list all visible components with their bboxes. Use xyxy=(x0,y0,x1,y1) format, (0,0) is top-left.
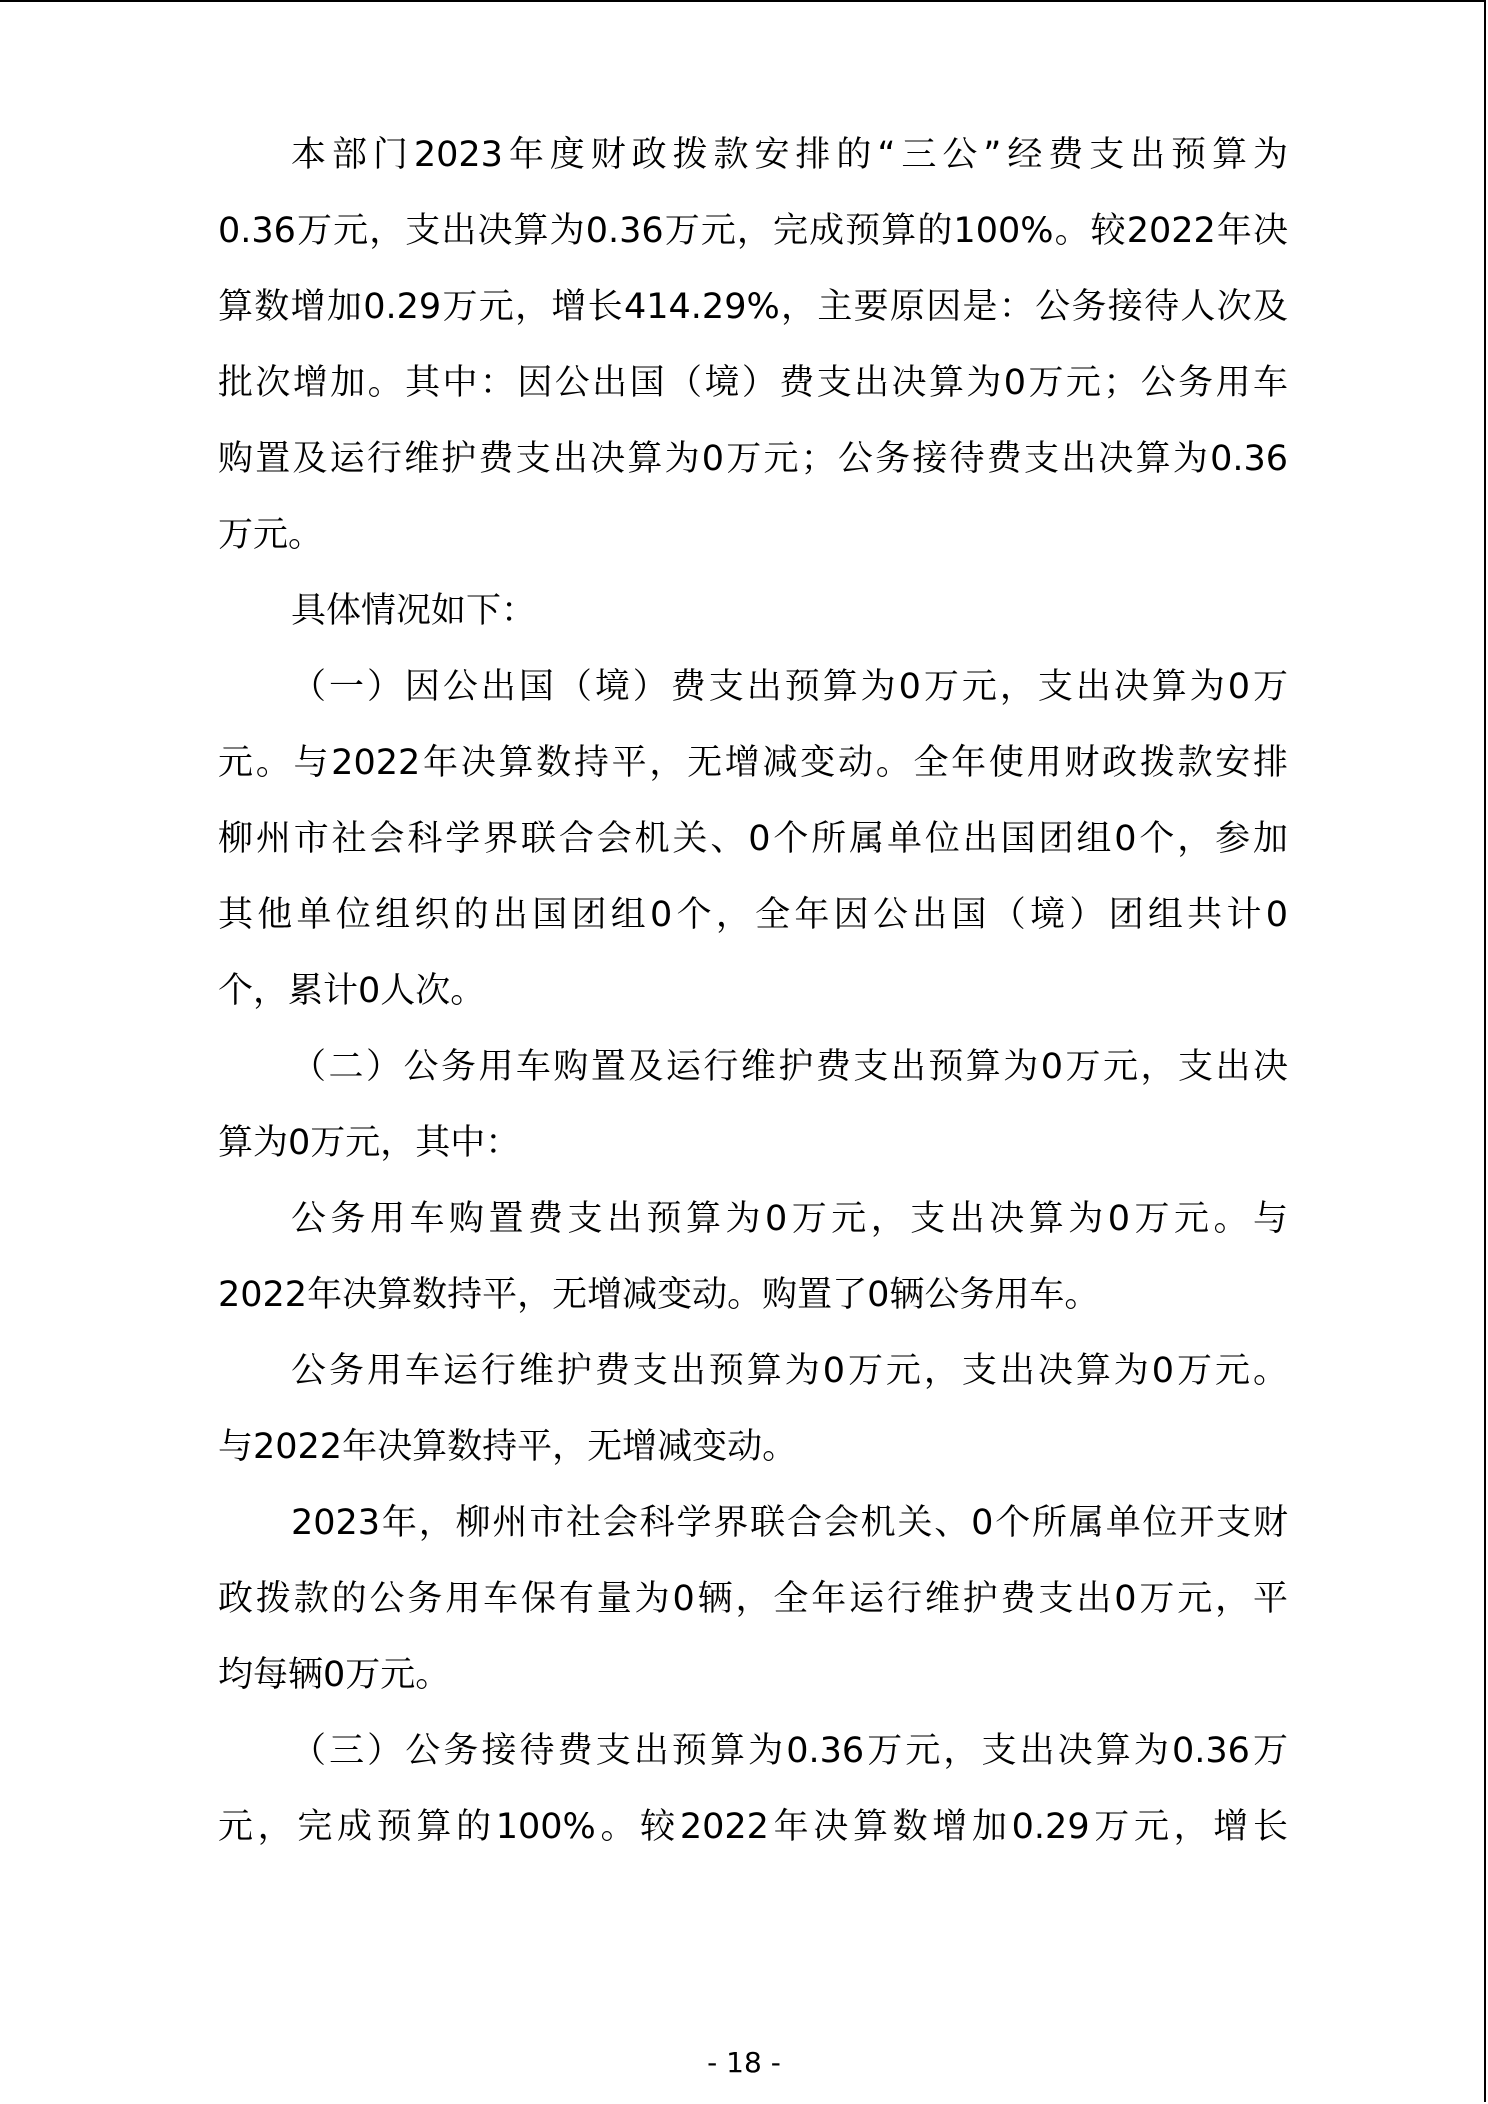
paragraph-line: 购置及运行维护费支出决算为0万元；公务接待费支出决算为0.36 xyxy=(218,439,1288,479)
paragraph-line: 元，完成预算的100%。较2022年决算数增加0.29万元，增长 xyxy=(218,1807,1288,1847)
paragraph-line: 2023年，柳州市社会科学界联合会机关、0个所属单位开支财 xyxy=(291,1503,1288,1543)
paragraph-line: 均每辆0万元。 xyxy=(218,1655,451,1695)
paragraph-line: 公务用车购置费支出预算为0万元，支出决算为0万元。与 xyxy=(291,1199,1288,1239)
paragraph-line: 本部门2023年度财政拨款安排的“三公”经费支出预算为 xyxy=(291,135,1288,175)
paragraph-line: 算为0万元，其中： xyxy=(218,1123,521,1163)
paragraph-line: 万元。 xyxy=(218,515,324,555)
paragraph-line: 具体情况如下： xyxy=(291,591,537,631)
paragraph-line: 批次增加。其中：因公出国（境）费支出决算为0万元；公务用车 xyxy=(218,363,1288,403)
page-number: - 18 - xyxy=(707,2046,781,2079)
document-body xyxy=(218,117,1288,1865)
paragraph-line: 公务用车运行维护费支出预算为0万元，支出决算为0万元。 xyxy=(291,1351,1288,1391)
paragraph-line: 与2022年决算数持平，无增减变动。 xyxy=(218,1427,798,1467)
paragraph-line: （二）公务用车购置及运行维护费支出预算为0万元，支出决 xyxy=(291,1047,1288,1087)
paragraph-line: 2022年决算数持平，无增减变动。购置了0辆公务用车。 xyxy=(218,1275,1100,1315)
paragraph-line: 算数增加0.29万元，增长414.29%，主要原因是：公务接待人次及 xyxy=(218,287,1288,327)
paragraph-line: 政拨款的公务用车保有量为0辆，全年运行维护费支出0万元，平 xyxy=(218,1579,1288,1619)
paragraph-line: （三）公务接待费支出预算为0.36万元，支出决算为0.36万 xyxy=(291,1731,1288,1771)
paragraph-line: 元。与2022年决算数持平，无增减变动。全年使用财政拨款安排 xyxy=(218,743,1288,783)
paragraph-line: 0.36万元，支出决算为0.36万元，完成预算的100%。较2022年决 xyxy=(218,211,1288,251)
paragraph-line: （一）因公出国（境）费支出预算为0万元，支出决算为0万 xyxy=(291,667,1288,707)
paragraph-line: 柳州市社会科学界联合会机关、0个所属单位出国团组0个，参加 xyxy=(218,819,1288,859)
paragraph-line: 其他单位组织的出国团组0个，全年因公出国（境）团组共计0 xyxy=(218,895,1288,935)
paragraph-line: 个，累计0人次。 xyxy=(218,971,486,1011)
